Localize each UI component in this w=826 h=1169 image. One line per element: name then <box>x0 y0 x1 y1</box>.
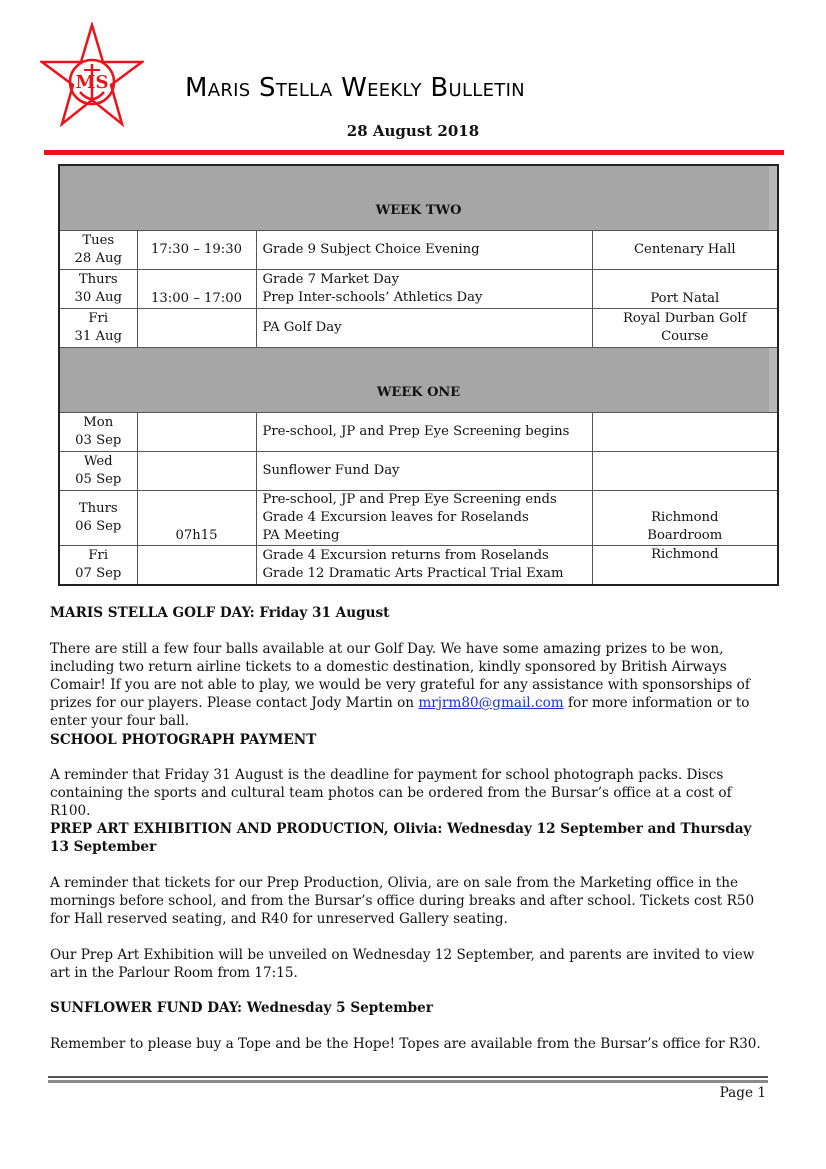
golf-day-text-end: for more information or to enter your four ball. <box>50 695 750 729</box>
time-cell <box>137 413 256 452</box>
day-cell: Mon 03 Sep <box>59 413 137 452</box>
time-cell: 07h15 <box>137 491 256 546</box>
table-row <box>59 270 778 309</box>
venue-cell <box>592 452 778 491</box>
event-cell: Pre-school, JP and Prep Eye Screening begins <box>256 413 592 452</box>
art-exhibition-paragraph: Our Prep Art Exhibition will be unveiled on Wednesday 12 September, and parents are invited to view art in the Parlour Room from 17:15. <box>50 947 755 981</box>
table-row <box>59 452 778 491</box>
footer-rule-shadow <box>48 1080 768 1083</box>
week-one-header-row <box>59 348 778 413</box>
day-cell: Wed 05 Sep <box>59 452 137 491</box>
art-production-paragraph: A reminder that tickets for our Prep Production, Olivia, are on sale from the Marketing office in the mornings before school, and from the Bursar’s office during breaks and after school. Tickets cost R50 for Hall reserved seating, and R40 for unreserved Gallery seating. <box>50 875 755 927</box>
school-crest-star-logo <box>40 22 144 130</box>
sunflower-paragraph: Remember to please buy a Tope and be the Hope! Topes are available from the Bursar’s office for R30. <box>50 1036 761 1052</box>
bulletin-title: Maris Stella Weekly Bulletin <box>185 73 525 103</box>
day-cell: Tues 28 Aug <box>59 231 137 270</box>
logo-lettering: MS <box>75 72 109 93</box>
event-cell: Grade 4 Excursion returns from Roselands Grade 12 Dramatic Arts Practical Trial Exam <box>256 546 592 585</box>
table-row <box>59 309 778 348</box>
time-cell: 17:30 – 19:30 <box>137 231 256 270</box>
time-cell: 13:00 – 17:00 <box>137 270 256 309</box>
venue-cell: Centenary Hall <box>592 231 778 270</box>
photo-payment-heading: SCHOOL PHOTOGRAPH PAYMENT <box>50 732 317 748</box>
photo-payment-paragraph: A reminder that Friday 31 August is the deadline for payment for school photograph packs. Discs containing the sports and cultural team photos can be ordered from the Bursar’s office at a cost of R100. <box>50 767 732 819</box>
venue-cell: Royal Durban Golf Course <box>592 309 778 348</box>
time-cell <box>137 452 256 491</box>
event-cell: PA Golf Day <box>256 309 592 348</box>
table-row <box>59 491 778 546</box>
bulletin-date: 28 August 2018 <box>346 122 480 140</box>
time-cell <box>137 309 256 348</box>
week-two-header-row <box>59 165 778 231</box>
golf-day-paragraph <box>50 640 774 730</box>
art-exhibition-heading: PREP ART EXHIBITION AND PRODUCTION, Olivia: Wednesday 12 September and Thursday 13 September <box>50 821 752 855</box>
table-row <box>59 413 778 452</box>
day-cell: Thurs 06 Sep <box>59 491 137 546</box>
golf-day-text: There are still a few four balls available at our Golf Day. We have some amazing prizes to be won, including two return airline tickets to a domestic destination, kindly sponsored by British Airways Comair! If you are not able to play, we would be very grateful for any assistance with sponsorships of prizes for our players. Please contact Jody Martin on <box>50 641 750 711</box>
page-number: Page 1 <box>719 1085 766 1101</box>
table-row <box>59 231 778 270</box>
venue-cell: Richmond Boardroom <box>592 491 778 546</box>
event-cell: Grade 7 Market Day Prep Inter-schools’ Athletics Day <box>256 270 592 309</box>
sunflower-heading: SUNFLOWER FUND DAY: Wednesday 5 September <box>50 1000 433 1016</box>
venue-cell: Richmond <box>592 546 778 585</box>
table-row <box>59 546 778 585</box>
schedule-table <box>58 164 779 586</box>
week-two-label: WEEK TWO <box>59 165 778 231</box>
footer-rule <box>48 1076 768 1078</box>
day-cell: Thurs 30 Aug <box>59 270 137 309</box>
venue-cell <box>592 413 778 452</box>
event-cell: Sunflower Fund Day <box>256 452 592 491</box>
header-red-rule <box>44 150 784 155</box>
event-cell: Pre-school, JP and Prep Eye Screening ends Grade 4 Excursion leaves for Roselands PA Meeting <box>256 491 592 546</box>
event-cell: Grade 9 Subject Choice Evening <box>256 231 592 270</box>
golf-day-heading: MARIS STELLA GOLF DAY: Friday 31 August <box>50 605 390 621</box>
time-cell <box>137 546 256 585</box>
venue-cell: Port Natal <box>592 270 778 309</box>
contact-email-link[interactable]: mrjrm80@gmail.com <box>418 695 564 711</box>
day-cell: Fri 07 Sep <box>59 546 137 585</box>
day-cell: Fri 31 Aug <box>59 309 137 348</box>
week-one-label: WEEK ONE <box>59 348 778 413</box>
